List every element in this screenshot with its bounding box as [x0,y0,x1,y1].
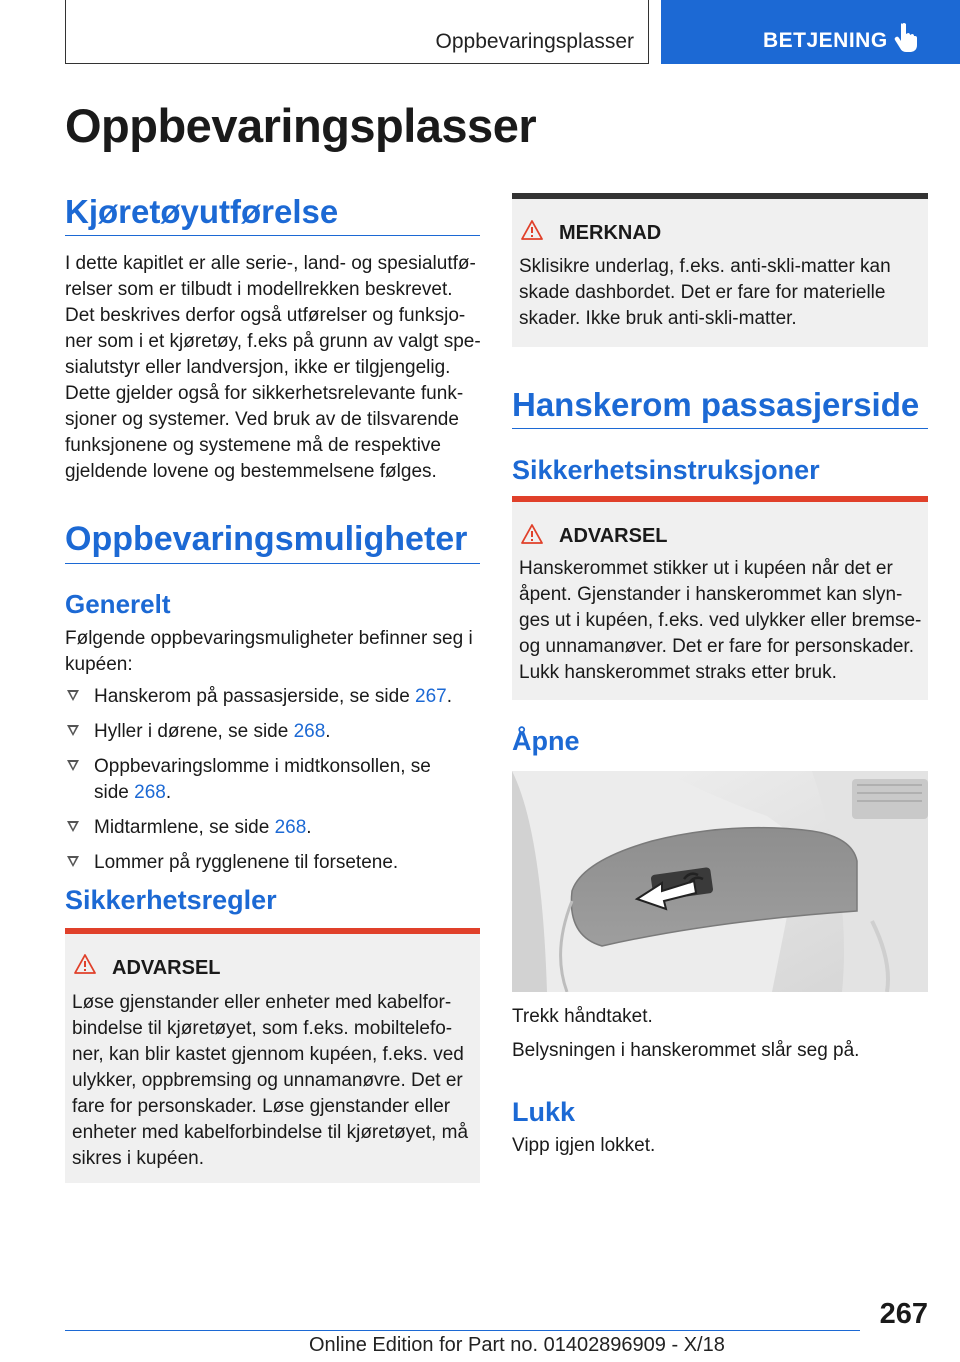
bullet-triangle-icon [67,821,79,832]
text-line: ner som i et kjøretøy, f.eks på grunn av valgt spe- [65,331,481,352]
text-line: fare for personskader. Løse gjenstander eller [72,1096,451,1117]
warning-text [519,556,924,686]
list-item-text: Hanskerom på passasjerside, se side [94,686,416,707]
glovebox-photo [512,771,928,992]
list-item [65,850,485,876]
list-item [65,719,485,745]
page-link[interactable]: 268 [274,817,307,838]
list-item-end: . [306,817,312,838]
heading-safety-instructions: Sikkerhetsinstruksjoner [512,455,820,485]
page-link[interactable]: 268 [134,782,166,803]
text-line: Lukk hanskerommet straks etter bruk. [519,662,837,683]
header-chapter-tab[interactable] [661,0,960,64]
list-item-end: . [446,686,453,707]
text-line: sjoner og systemer. Ved bruk av de tilsvarende [65,409,459,430]
hand-pointer-icon [894,22,920,57]
warning-bar [512,496,928,502]
list-item-end: . [165,782,172,803]
list-item-text: Lommer på rygglenene til forsetene. [94,852,399,873]
warning-bar [65,928,480,934]
list-item-text: Hyller i dørene, se side [94,721,294,742]
heading-close: Lukk [512,1097,576,1127]
vehicle-version-paragraph [65,251,485,485]
heading-rule [512,428,928,429]
text-line: og unnamanøver. Det er fare for personskader. [519,636,914,657]
heading-rule [65,563,480,564]
list-item [65,754,485,806]
warning-label: ADVARSEL [559,525,668,547]
text-line: skader. Ikke bruk anti-skli-matter. [519,308,797,329]
note-box [512,193,928,347]
bullet-triangle-icon [67,690,79,701]
list-item-text: Oppbevaringslomme i midtkonsollen, se side [94,756,431,803]
heading-storage-options: Oppbevaringsmuligheter [65,520,468,558]
heading-general: Generelt [65,589,171,619]
bullet-triangle-icon [67,725,79,736]
glovebox-illustration [512,771,928,992]
general-intro [65,626,485,678]
text-line: Løse gjenstander eller enheter med kabelfor- [72,992,452,1013]
text-line: funksjonene og systemene må de respektive [65,435,441,456]
note-label: MERKNAD [559,222,662,244]
bullet-triangle-icon [67,760,79,771]
header-section-title: Oppbevaringsplasser [435,30,634,53]
page-link[interactable]: 268 [293,721,326,742]
step-text: Trekk håndtaket. [512,1006,653,1027]
heading-open: Åpne [512,726,580,756]
edition-note: Online Edition for Part no. 01402896909 - X/18 [309,1334,725,1356]
page-number: 267 [879,1298,928,1330]
note-bar [512,193,928,199]
bullet-triangle-icon [67,856,79,867]
note-text [519,254,924,332]
heading-glovebox: Hanskerom passasjerside [512,386,920,423]
list-item-end: . [325,721,331,742]
text-line: I dette kapitlet er alle serie-, land- og spesialutfø- [65,253,476,274]
text-line: enheter med kabelforbindelse til kjøretøyet, må [72,1122,469,1143]
text-line: relser som er tilbudt i modellrekken beskrevet. [65,279,453,300]
warning-triangle-icon [521,220,543,240]
warning-triangle-icon [74,954,96,974]
text-line: Det beskrives derfor også utførelser og funksjo- [65,305,466,326]
step-text: Belysningen i hanskerommet slår seg på. [512,1040,860,1061]
list-item [65,684,485,710]
close-text: Vipp igjen lokket. [512,1135,656,1156]
open-steps [512,1004,928,1064]
header-section-box [65,0,649,64]
heading-rule [65,235,480,236]
warning-triangle-icon [521,524,543,544]
text-line: gjeldende lovene og bestemmelsene følges. [65,461,437,482]
text-line: Sklisikre underlag, f.eks. anti-skli-matter kan [519,256,891,277]
text-line: ulykker, oppbremsing og unnamanøvre. Det er [72,1070,463,1091]
warning-box [512,496,928,700]
list-item-text: Midtarmlene, se side [94,817,275,838]
text-line: Hanskerommet stikker ut i kupéen når det er [519,558,893,579]
text-line: kupéen: [65,654,133,675]
list-item [65,815,485,841]
page-link[interactable]: 267 [415,686,447,707]
footer-rule [65,1330,860,1331]
heading-safety-rules: Sikkerhetsregler [65,885,277,915]
storage-list [65,684,485,885]
text-line: sikres i kupéen. [72,1148,205,1169]
text-line: Følgende oppbevaringsmuligheter befinner seg i [65,628,473,649]
warning-label: ADVARSEL [112,957,221,979]
text-line: skade dashbordet. Det er fare for materielle [519,282,886,303]
text-line: Dette gjelder også for sikkerhetsrelevante funk- [65,383,464,404]
text-line: bindelse til kjøretøyet, som f.eks. mobiltelefo- [72,1018,453,1039]
text-line: sialutstyr eller landversjon, ikke er tilgjengelig. [65,357,451,378]
warning-text [72,990,477,1172]
page-title: Oppbevaringsplasser [65,99,537,152]
warning-box [65,928,480,1183]
heading-vehicle-version: Kjøretøyutførelse [65,193,339,230]
chapter-tab-label: BETJENING [763,29,888,52]
text-line: åpent. Gjenstander i hanskerommet kan slyn- [519,584,903,605]
text-line: ges ut i kupéen, f.eks. ved ulykker eller bremse- [519,610,922,631]
text-line: ner, kan blir kastet gjennom kupéen, f.eks. ved [72,1044,464,1065]
